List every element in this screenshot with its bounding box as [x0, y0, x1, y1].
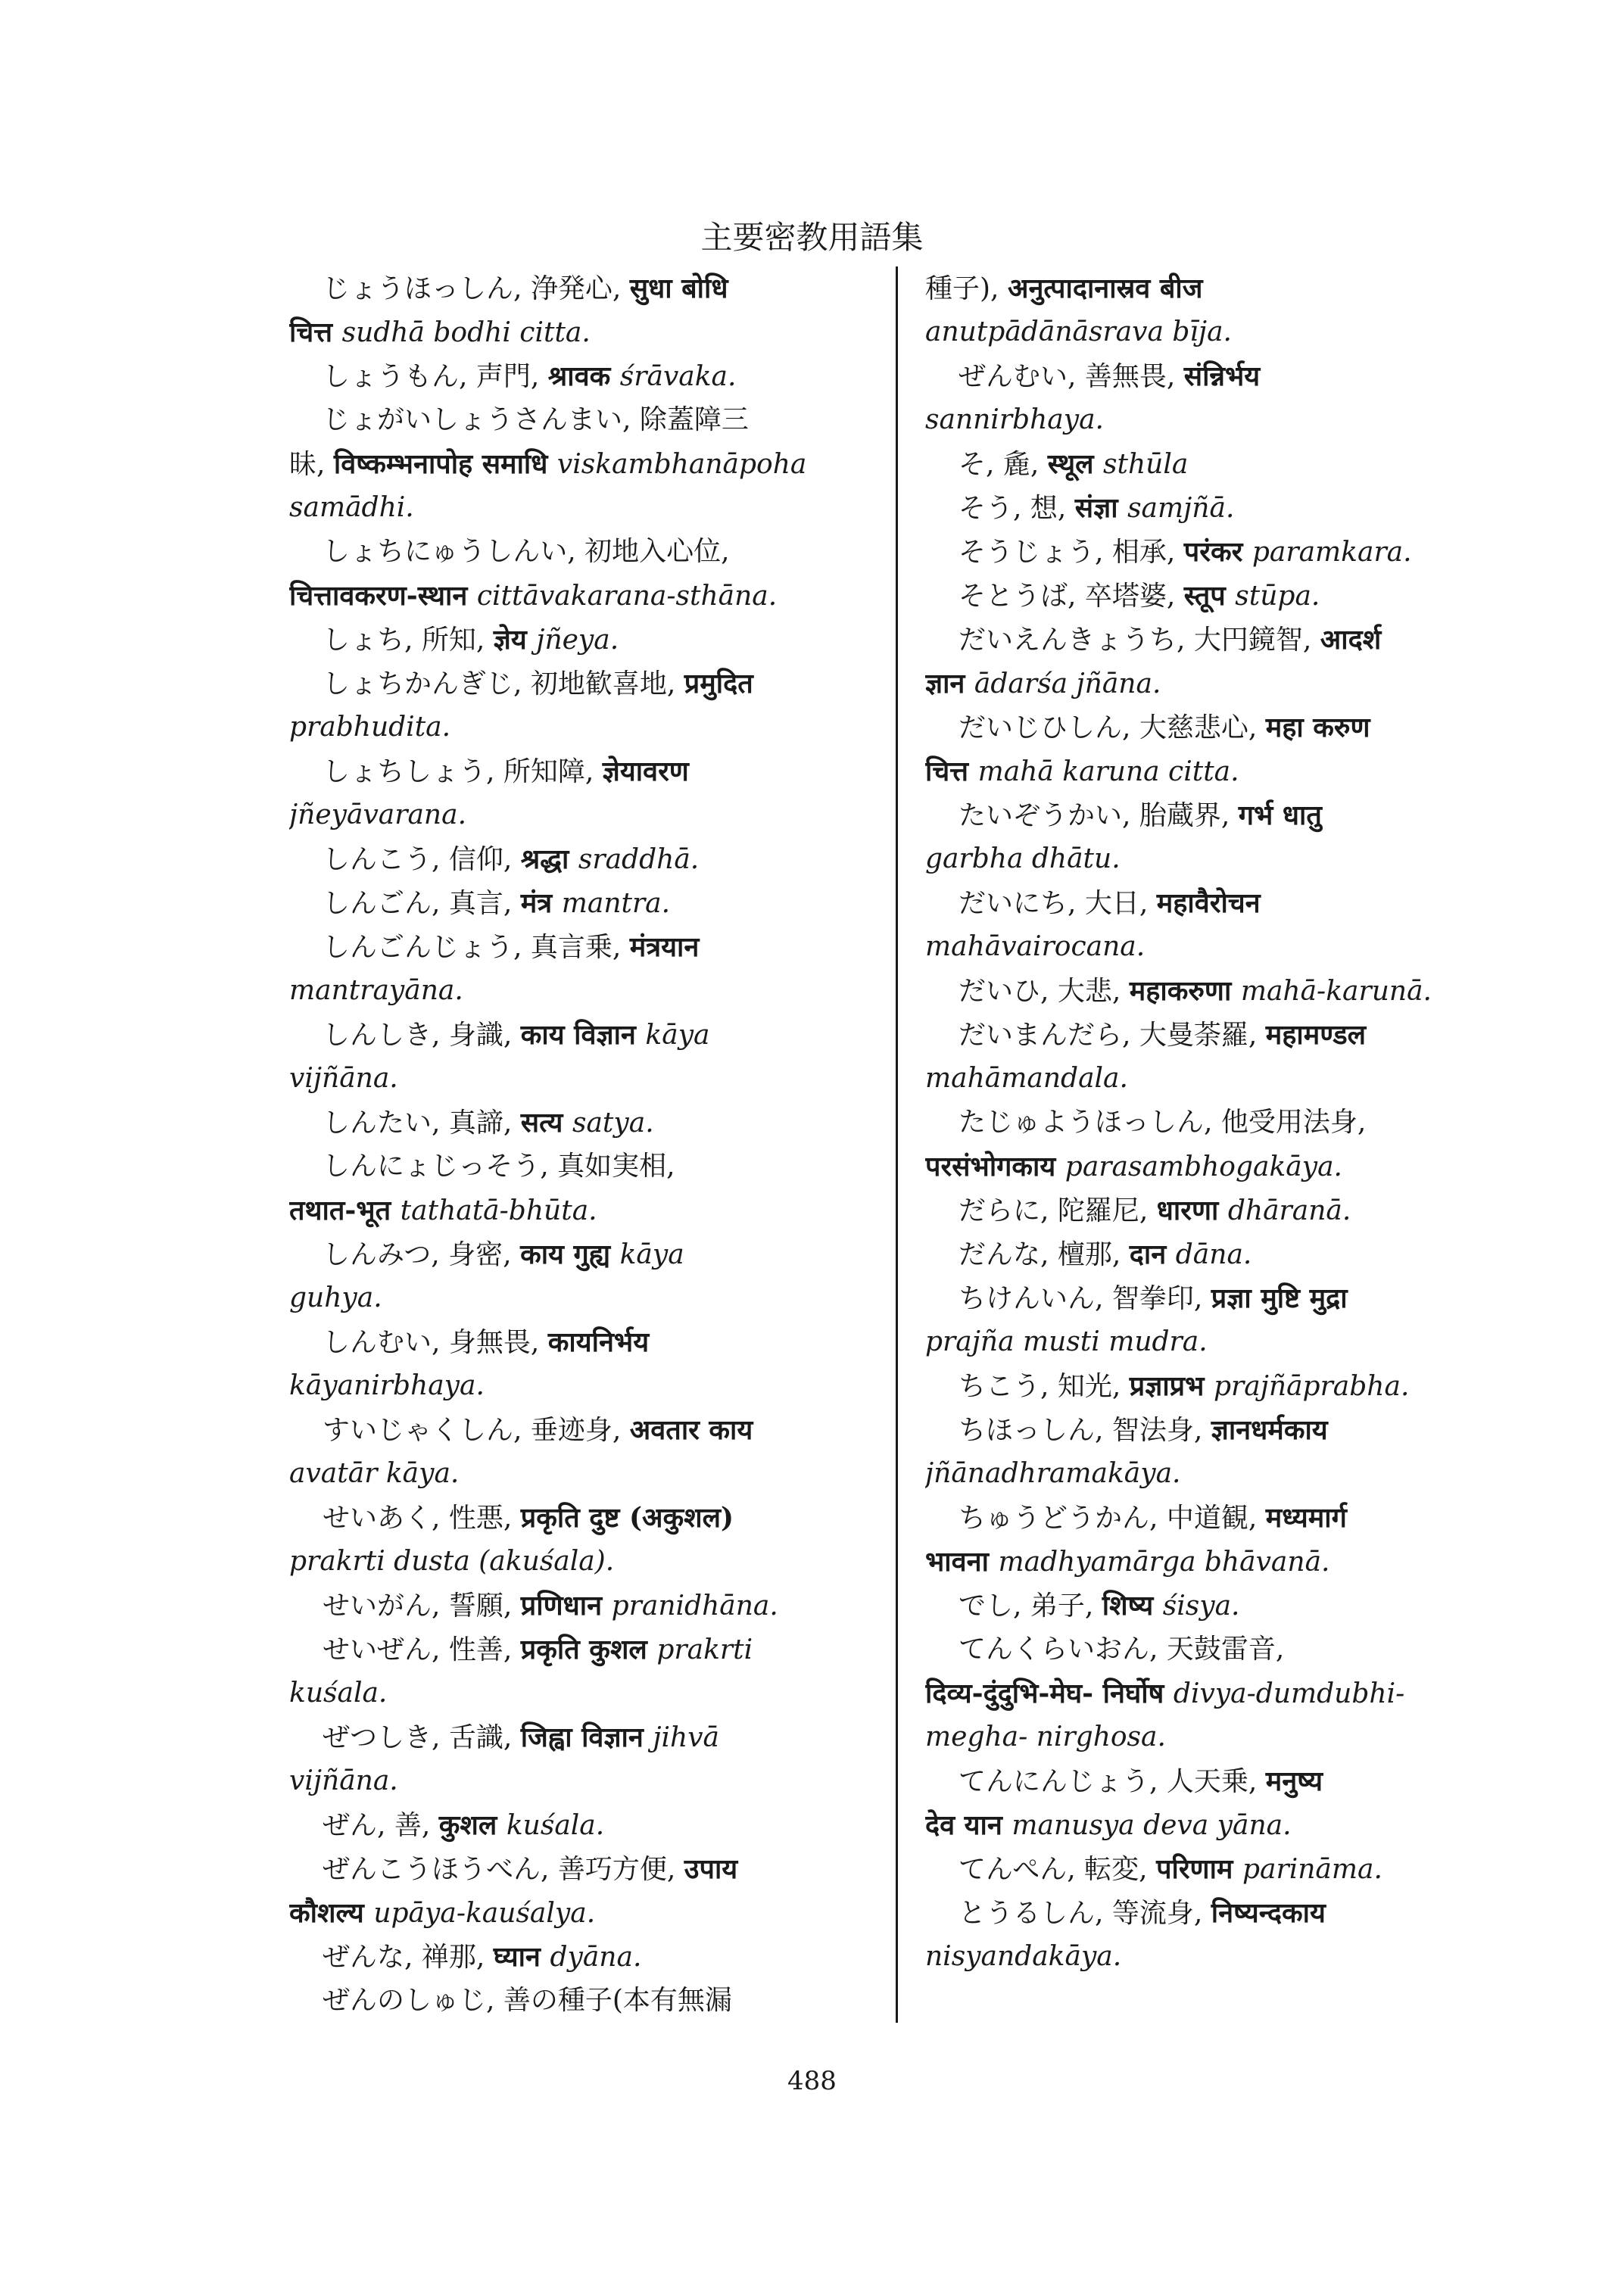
glossary-line — [925, 266, 1501, 310]
glossary-line — [289, 486, 865, 530]
devanagari-term: प्रज्ञाप्रभ — [1129, 1370, 1214, 1402]
glossary-line — [289, 1628, 865, 1671]
romanized-term: kuśala. — [506, 1810, 605, 1841]
japanese-text: しょちしょう, 所知障, — [323, 756, 603, 787]
devanagari-term: संज्ञा — [1074, 492, 1128, 524]
glossary-line — [925, 1496, 1501, 1540]
japanese-text: でし, 弟子, — [959, 1590, 1102, 1622]
devanagari-term: चित्तावकरण-स्थान — [289, 580, 477, 612]
devanagari-term: तथात-भूत — [289, 1195, 401, 1226]
japanese-text: しんしき, 身識, — [323, 1020, 521, 1051]
romanized-term: dyāna. — [550, 1942, 642, 1973]
japanese-text: そうじょう, 相承, — [959, 537, 1184, 568]
devanagari-term: श्रावक — [547, 360, 620, 392]
devanagari-term: ज्ञान — [925, 668, 974, 699]
glossary-line — [925, 1057, 1501, 1101]
glossary-line — [289, 1496, 865, 1540]
devanagari-term: जिह्वा विज्ञान — [520, 1721, 653, 1753]
devanagari-term: संन्निर्भय — [1183, 360, 1261, 392]
glossary-line — [925, 837, 1501, 881]
devanagari-term: भावना — [925, 1546, 999, 1578]
japanese-text: ぜんこうほうべん, 善巧方便, — [323, 1854, 684, 1885]
glossary-line — [925, 1935, 1501, 1979]
romanized-term: madhyamārga bhāvanā. — [998, 1547, 1330, 1578]
japanese-text: じょうほっしん, 浄発心, — [323, 273, 630, 304]
japanese-text: ぜんのしゅじ, 善の種子(本有無漏 — [323, 1985, 732, 2016]
japanese-text: せいぜん, 性善, — [323, 1634, 521, 1665]
japanese-text: しんごんじょう, 真言乗, — [323, 932, 630, 963]
glossary-line — [289, 881, 865, 925]
glossary-line — [925, 662, 1501, 706]
japanese-text: たじゅようほっしん, 他受用法身, — [959, 1107, 1367, 1138]
japanese-text: しょちにゅうしんい, 初地入心位, — [323, 536, 730, 567]
romanized-term: tathatā-bhūta. — [400, 1195, 597, 1226]
japanese-text: だいにち, 大日, — [959, 888, 1157, 919]
japanese-text: ちけんいん, 智拳印, — [959, 1283, 1211, 1314]
devanagari-term: चित्त — [925, 756, 978, 787]
devanagari-term: प्रज्ञा मुष्टि मुद्रा — [1211, 1282, 1348, 1314]
devanagari-term: अनुत्पादानास्रव बीज — [1007, 273, 1203, 304]
glossary-line — [289, 1671, 865, 1715]
devanagari-term: चित्त — [289, 316, 342, 348]
romanized-term: sudhā bodhi citta. — [341, 317, 591, 348]
glossary-line — [289, 354, 865, 398]
devanagari-term: परंकर — [1183, 536, 1252, 568]
glossary-line — [289, 1452, 865, 1496]
romanized-term: kāya — [645, 1020, 710, 1051]
japanese-text: ぜん, 善, — [323, 1810, 439, 1841]
glossary-line — [289, 398, 865, 442]
glossary-line — [925, 1320, 1501, 1364]
glossary-line — [289, 1715, 865, 1759]
japanese-text: しょち, 所知, — [323, 625, 494, 656]
glossary-line — [925, 1452, 1501, 1496]
glossary-line — [925, 1408, 1501, 1452]
romanized-term: mantra. — [561, 888, 671, 919]
devanagari-term: मध्यमार्ग — [1265, 1502, 1347, 1534]
romanized-term: prabhudita. — [289, 712, 451, 743]
glossary-line — [289, 618, 865, 662]
glossary-line — [289, 837, 865, 881]
glossary-line — [925, 1276, 1501, 1320]
romanized-term: pranidhāna. — [611, 1590, 778, 1622]
devanagari-term: ज्ञानधर्मकाय — [1211, 1414, 1328, 1446]
glossary-line — [289, 1847, 865, 1891]
devanagari-term: काय विज्ञान — [520, 1019, 646, 1051]
devanagari-term: महा करुण — [1265, 712, 1370, 743]
devanagari-term: घ्यान — [493, 1941, 550, 1973]
glossary-line — [925, 1013, 1501, 1057]
romanized-term: avatār kāya. — [289, 1458, 460, 1489]
romanized-term: samādhi. — [289, 492, 414, 523]
romanized-term: vijñāna. — [289, 1063, 398, 1094]
glossary-line — [925, 706, 1501, 749]
devanagari-term: दिव्य-दुंदुभि-मेघ- निर्घोष — [925, 1678, 1174, 1709]
japanese-text: ちゅうどうかん, 中道観, — [959, 1503, 1266, 1534]
romanized-term: kāyanirbhaya. — [289, 1370, 485, 1401]
glossary-line — [289, 1276, 865, 1320]
glossary-line — [289, 310, 865, 354]
glossary-line — [289, 442, 865, 486]
devanagari-term: परिणाम — [1156, 1853, 1242, 1885]
japanese-text: だいえんきょうち, 大円鏡智, — [959, 625, 1320, 656]
japanese-text: しょうもん, 声門, — [323, 361, 548, 392]
japanese-text: せいがん, 誓願, — [323, 1590, 521, 1622]
glossary-line — [925, 574, 1501, 618]
devanagari-term: विष्कम्भनापोह समाधि — [333, 448, 557, 480]
devanagari-term: कायनिर्भय — [547, 1326, 650, 1358]
japanese-text: しんみつ, 身密, — [323, 1239, 521, 1270]
glossary-line — [925, 1891, 1501, 1935]
glossary-line — [925, 442, 1501, 486]
devanagari-term: सत्य — [520, 1107, 572, 1139]
devanagari-term: कौशल्य — [289, 1897, 374, 1929]
glossary-line — [925, 618, 1501, 662]
romanized-term: sannirbhaya. — [925, 404, 1104, 435]
devanagari-term: मनुष्य — [1265, 1765, 1323, 1797]
romanized-term: mantrayāna. — [289, 975, 463, 1006]
glossary-column-left — [289, 266, 865, 2023]
romanized-term: dāna. — [1175, 1239, 1252, 1270]
glossary-line — [289, 266, 865, 310]
romanized-term: parasambhogakāya. — [1064, 1151, 1342, 1182]
romanized-term: anutpādānāsrava bīja. — [925, 316, 1232, 347]
japanese-text: だいじひしん, 大慈悲心, — [959, 712, 1266, 743]
romanized-term: śrāvaka. — [619, 361, 737, 392]
glossary-column-right — [925, 266, 1501, 1979]
glossary-line — [925, 1759, 1501, 1803]
romanized-term: satya. — [572, 1108, 654, 1139]
romanized-term: mahāmandala. — [925, 1063, 1128, 1094]
glossary-line — [289, 1101, 865, 1145]
japanese-text: とうるしん, 等流身, — [959, 1898, 1211, 1929]
glossary-line — [925, 398, 1501, 442]
page-number: 488 — [787, 2066, 837, 2096]
glossary-line — [289, 1189, 865, 1232]
glossary-line — [289, 793, 865, 837]
japanese-text: しょちかんぎじ, 初地歓喜地, — [323, 668, 684, 699]
glossary-line — [925, 793, 1501, 837]
romanized-term: upāya-kauśalya. — [373, 1898, 596, 1929]
devanagari-term: स्तूप — [1183, 580, 1236, 612]
devanagari-term: कुशल — [438, 1809, 507, 1841]
romanized-term: mahā-karunā. — [1240, 976, 1432, 1007]
glossary-line — [925, 1540, 1501, 1584]
japanese-text: だいまんだら, 大曼荼羅, — [959, 1020, 1266, 1051]
romanized-term: vijñāna. — [289, 1765, 398, 1796]
japanese-text: だいひ, 大悲, — [959, 976, 1130, 1007]
romanized-term: samjñā. — [1127, 493, 1235, 524]
glossary-line — [289, 706, 865, 749]
glossary-line — [925, 1803, 1501, 1847]
devanagari-term: ज्ञेय — [493, 624, 537, 656]
japanese-text: だんな, 檀那, — [959, 1239, 1130, 1270]
glossary-line — [925, 749, 1501, 793]
glossary-line — [925, 1101, 1501, 1145]
devanagari-term: काय गुह्य — [520, 1238, 620, 1270]
romanized-term: kāya — [619, 1239, 684, 1270]
japanese-text: ぜんむい, 善無畏, — [959, 361, 1184, 392]
glossary-line — [925, 1847, 1501, 1891]
devanagari-term: गर्भ धातु — [1238, 799, 1322, 831]
japanese-text: しんこう, 信仰, — [323, 844, 521, 875]
japanese-text: すいじゃくしん, 垂迹身, — [323, 1415, 630, 1446]
glossary-line — [289, 969, 865, 1013]
glossary-line — [289, 1759, 865, 1803]
romanized-term: prajñāprabha. — [1214, 1371, 1410, 1402]
glossary-line — [289, 1584, 865, 1628]
romanized-term: manusya deva yāna. — [1011, 1810, 1292, 1841]
romanized-term: nisyandakāya. — [925, 1941, 1122, 1972]
romanized-term: guhya. — [289, 1282, 382, 1313]
devanagari-term: दान — [1129, 1238, 1176, 1270]
romanized-term: prakrti dusta (akuśala). — [289, 1546, 615, 1577]
glossary-line — [289, 1891, 865, 1935]
glossary-line — [289, 1013, 865, 1057]
glossary-line — [925, 1364, 1501, 1408]
devanagari-term: मंत्र — [520, 887, 562, 919]
japanese-text: 昧, — [289, 449, 334, 480]
column-divider — [896, 266, 898, 2023]
japanese-text: しんにょじっそう, 真如実相, — [323, 1151, 675, 1182]
japanese-text: 種子), — [925, 273, 1008, 304]
devanagari-term: महाकरुणा — [1129, 975, 1241, 1007]
glossary-line — [925, 1145, 1501, 1189]
glossary-line — [289, 1320, 865, 1364]
glossary-line — [289, 1408, 865, 1452]
japanese-text: そう, 想, — [959, 493, 1075, 524]
romanized-term: divya-dumdubhi- — [1173, 1678, 1405, 1709]
romanized-term: jihvā — [653, 1722, 720, 1753]
glossary-line — [289, 749, 865, 793]
romanized-term: cittāvakarana-sthāna. — [476, 581, 778, 612]
devanagari-term: स्थूल — [1047, 448, 1104, 480]
devanagari-term: देव यान — [925, 1809, 1012, 1841]
romanized-term: jñānadhramakāya. — [925, 1458, 1181, 1489]
japanese-text: そ, 麁, — [959, 449, 1048, 480]
japanese-text: しんむい, 身無畏, — [323, 1327, 548, 1358]
romanized-term: mahāvairocana. — [925, 931, 1146, 962]
japanese-text: ぜんな, 禅那, — [323, 1942, 494, 1973]
japanese-text: だらに, 陀羅尼, — [959, 1195, 1157, 1226]
glossary-line — [289, 1364, 865, 1408]
romanized-term: garbha dhātu. — [925, 843, 1121, 874]
romanized-term: sraddhā. — [578, 844, 700, 875]
romanized-term: paramkara. — [1252, 537, 1412, 568]
glossary-line — [289, 1979, 865, 2023]
page-header: 主要密教用語集 — [700, 219, 924, 256]
glossary-line — [289, 662, 865, 706]
devanagari-term: ज्ञेयावरण — [602, 756, 689, 787]
romanized-term: dhāranā. — [1227, 1195, 1351, 1226]
romanized-term: megha- nirghosa. — [925, 1721, 1166, 1752]
romanized-term: sthūla — [1103, 449, 1189, 480]
glossary-line — [289, 1803, 865, 1847]
glossary-line — [925, 969, 1501, 1013]
devanagari-term: श्रद्धा — [520, 843, 578, 875]
romanized-term: ādarśa jñāna. — [974, 668, 1161, 699]
glossary-line — [925, 310, 1501, 354]
japanese-text: てんにんじょう, 人天乗, — [959, 1766, 1266, 1797]
devanagari-term: प्रकृति दुष्ट (अकुशल) — [520, 1502, 734, 1534]
romanized-term: śisya. — [1162, 1590, 1240, 1622]
devanagari-term: प्रमुदित — [684, 668, 753, 699]
japanese-text: しんごん, 真言, — [323, 888, 521, 919]
devanagari-term: धारणा — [1156, 1195, 1228, 1226]
romanized-term: jñeyāvarana. — [289, 799, 467, 830]
devanagari-term: प्रकृति कुशल — [520, 1634, 657, 1665]
glossary-line — [289, 1232, 865, 1276]
glossary-line — [289, 1540, 865, 1584]
romanized-term: stūpa. — [1235, 581, 1320, 612]
devanagari-term: सुधा बोधि — [629, 273, 728, 304]
glossary-line — [925, 1584, 1501, 1628]
romanized-term: parināma. — [1242, 1854, 1382, 1885]
glossary-line — [925, 1628, 1501, 1671]
glossary-line — [289, 1145, 865, 1189]
glossary-line — [925, 1671, 1501, 1715]
romanized-term: viskambhanāpoha — [556, 449, 807, 480]
glossary-line — [925, 354, 1501, 398]
glossary-line — [289, 925, 865, 969]
japanese-text: ちこう, 知光, — [959, 1371, 1130, 1402]
japanese-text: ぜつしき, 舌識, — [323, 1722, 521, 1753]
glossary-line — [925, 1189, 1501, 1232]
glossary-line — [289, 1057, 865, 1101]
japanese-text: そとうば, 卒塔婆, — [959, 581, 1184, 612]
romanized-term: prajña musti mudra. — [925, 1326, 1208, 1357]
japanese-text: ちほっしん, 智法身, — [959, 1415, 1211, 1446]
romanized-term: prakrti — [656, 1634, 753, 1665]
devanagari-term: महामण्डल — [1265, 1019, 1367, 1051]
devanagari-term: निष्यन्दकाय — [1211, 1897, 1326, 1929]
romanized-term: kuśala. — [289, 1678, 388, 1709]
romanized-term: jñeya. — [536, 625, 619, 656]
glossary-line — [289, 530, 865, 574]
glossary-line — [925, 1715, 1501, 1759]
glossary-line — [925, 881, 1501, 925]
devanagari-term: परसंभोगकाय — [925, 1151, 1065, 1182]
glossary-line — [925, 486, 1501, 530]
japanese-text: しんたい, 真諦, — [323, 1108, 521, 1139]
devanagari-term: मंत्रयान — [629, 931, 700, 963]
glossary-line — [289, 574, 865, 618]
glossary-line — [925, 530, 1501, 574]
devanagari-term: उपाय — [684, 1853, 738, 1885]
glossary-line — [925, 925, 1501, 969]
romanized-term: mahā karuna citta. — [977, 756, 1239, 787]
devanagari-term: आदर्श — [1320, 624, 1382, 656]
devanagari-term: शिष्य — [1102, 1590, 1163, 1622]
japanese-text: てんぺん, 転変, — [959, 1854, 1157, 1885]
devanagari-term: अवतार काय — [629, 1414, 753, 1446]
japanese-text: たいぞうかい, 胎蔵界, — [959, 800, 1239, 831]
glossary-line — [289, 1935, 865, 1979]
devanagari-term: प्रणिधान — [520, 1590, 612, 1622]
japanese-text: じょがいしょうさんまい, 除蓋障三 — [323, 404, 749, 435]
glossary-line — [925, 1232, 1501, 1276]
japanese-text: せいあく, 性悪, — [323, 1503, 521, 1534]
devanagari-term: महावैरोचन — [1156, 887, 1261, 919]
japanese-text: てんくらいおん, 天鼓雷音, — [959, 1634, 1285, 1665]
